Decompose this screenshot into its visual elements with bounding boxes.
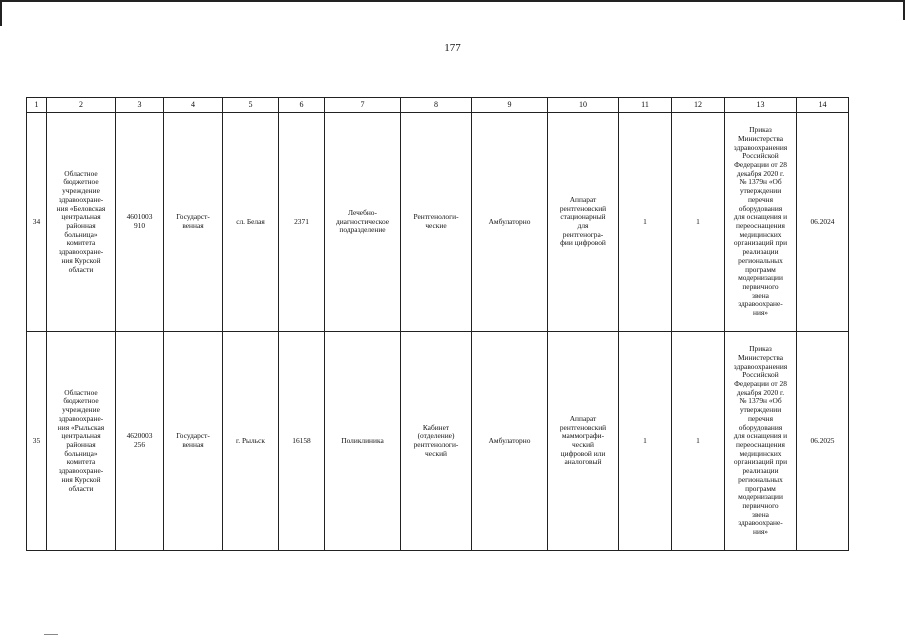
subdivision-cell: Лечебно- диагностическое подразделение: [325, 113, 401, 332]
header-row: [27, 98, 849, 113]
header-cell: 14: [797, 98, 849, 113]
code-cell: 4601003 910: [116, 113, 164, 332]
quantity-cell: 1: [672, 332, 725, 551]
department-cell: Кабинет (отделение) рентгенологи- ческий: [401, 332, 472, 551]
header-cell: 7: [325, 98, 401, 113]
locality-cell: г. Рыльск: [223, 332, 279, 551]
header-cell: 12: [672, 98, 725, 113]
header-cell: 3: [116, 98, 164, 113]
date-cell: 06.2025: [797, 332, 849, 551]
ownership-cell: Государст- венная: [164, 332, 223, 551]
page-number: 177: [444, 42, 461, 54]
scan-top-edge: [0, 0, 905, 2]
care-form-cell: Амбулаторно: [472, 332, 548, 551]
header-cell: 6: [279, 98, 325, 113]
row-number-cell: 34: [27, 113, 47, 332]
organization-cell: Областное бюджетное учреждение здравоохране- ния «Рыльская центральная районная больница» комитета здравоохране- ния Курской области: [47, 332, 116, 551]
table-row: [27, 113, 849, 332]
care-form-cell: Амбулаторно: [472, 113, 548, 332]
header-cell: 10: [548, 98, 619, 113]
subdivision-cell: Поликлиника: [325, 332, 401, 551]
header-cell: 4: [164, 98, 223, 113]
quantity-cell: 1: [619, 332, 672, 551]
equipment-cell: Аппарат рентгеновский стационарный для рентгеногра- фии цифровой: [548, 113, 619, 332]
equipment-table: [26, 97, 849, 551]
department-cell: Рентгенологи- ческие: [401, 113, 472, 332]
row-number-cell: 35: [27, 332, 47, 551]
quantity-cell: 1: [619, 113, 672, 332]
date-cell: 06.2024: [797, 113, 849, 332]
header-cell: 1: [27, 98, 47, 113]
equipment-cell: Аппарат рентгеновский маммографи- ческий цифровой или аналоговый: [548, 332, 619, 551]
code-cell: 4620003 256: [116, 332, 164, 551]
basis-cell: Приказ Министерства здравоохранения Российской Федерации от 28 декабря 2020 г. № 1379н «Об утверждении перечня оборудования для оснащения и переоснащения медицинских организаций при реализации региональных программ модернизации первичного звена здравоохране- ния»: [725, 332, 797, 551]
organization-cell: Областное бюджетное учреждение здравоохране- ния «Беловская центральная районная больница» комитета здравоохране- ния Курской области: [47, 113, 116, 332]
header-cell: 11: [619, 98, 672, 113]
population-cell: 16158: [279, 332, 325, 551]
scan-left-edge: [0, 0, 2, 26]
header-cell: 13: [725, 98, 797, 113]
population-cell: 2371: [279, 113, 325, 332]
basis-cell: Приказ Министерства здравоохранения Российской Федерации от 28 декабря 2020 г. № 1379н «Об утверждении перечня оборудования для оснащения и переоснащения медицинских организаций при реализации региональных программ модернизации первичного звена здравоохране- ния»: [725, 113, 797, 332]
quantity-cell: 1: [672, 113, 725, 332]
header-cell: 2: [47, 98, 116, 113]
scan-artifact: [44, 634, 58, 635]
header-cell: 8: [401, 98, 472, 113]
header-cell: 9: [472, 98, 548, 113]
ownership-cell: Государст- венная: [164, 113, 223, 332]
locality-cell: сл. Белая: [223, 113, 279, 332]
header-cell: 5: [223, 98, 279, 113]
table-row: [27, 332, 849, 551]
